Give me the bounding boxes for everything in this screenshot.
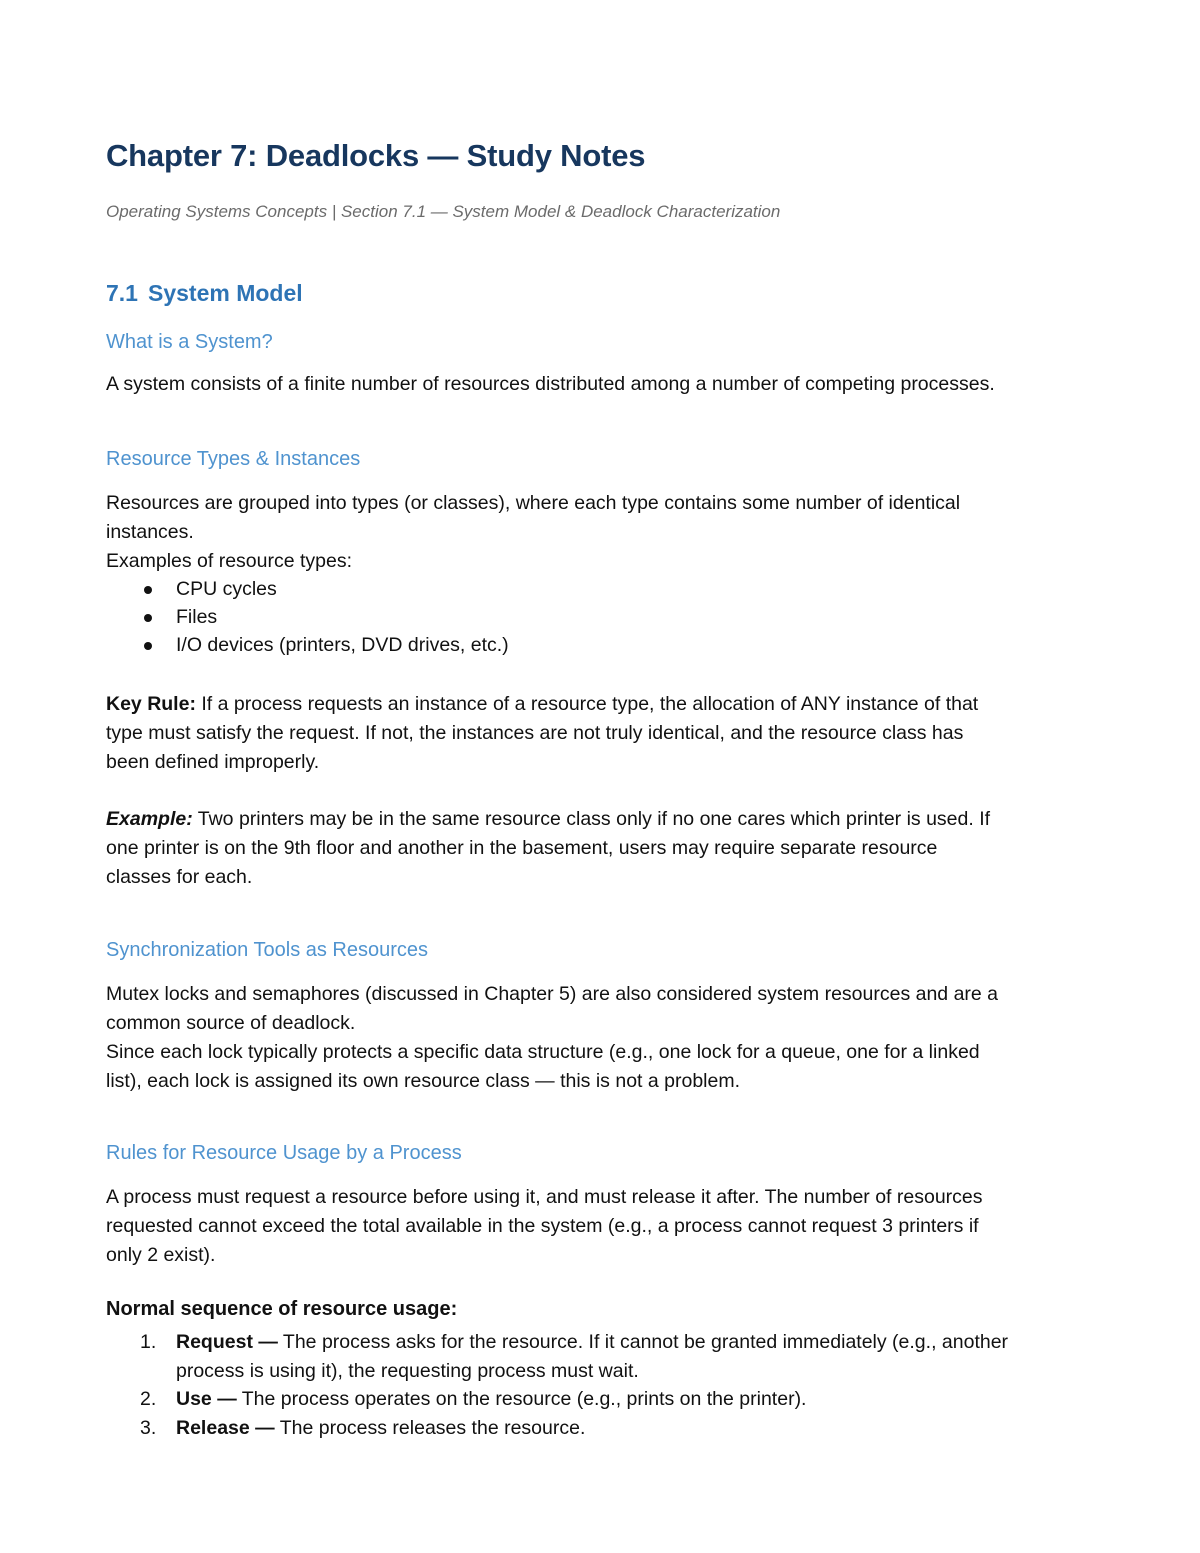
list-item [106, 1414, 1106, 1443]
list-item [106, 1385, 1106, 1414]
resource-types-line: instances. [106, 521, 194, 543]
example-text: Two printers may be in the same resource class only if no one cares which printer is used. If [192, 808, 991, 830]
document-title: Chapter 7: Deadlocks — Study Notes [106, 138, 646, 173]
usage-rules-heading: Rules for Resource Usage by a Process [106, 1142, 462, 1164]
resource-types-line: Resources are grouped into types (or classes), where each type contains some number of identical [106, 492, 961, 514]
usage-rules-line: A process must request a resource before using it, and must release it after. The number of resources [106, 1186, 983, 1208]
sync-tools-body [106, 980, 1096, 1096]
what-is-system-heading: What is a System? [106, 331, 273, 353]
step-label: Release — [176, 1416, 275, 1439]
resource-types-body [106, 489, 1096, 576]
what-is-system-body: A system consists of a finite number of resources distributed among a number of competing processes. [106, 373, 995, 395]
section-number: 7.1 [106, 280, 138, 306]
bullet-icon [144, 614, 152, 622]
document-subtitle: Operating Systems Concepts | Section 7.1 — System Model & Deadlock Characterization [106, 202, 781, 221]
step-number: 2. [140, 1388, 157, 1410]
example-paragraph [106, 805, 1096, 892]
step-text: process is using it), the requesting process must wait. [176, 1359, 639, 1382]
usage-rules-line: only 2 exist). [106, 1244, 216, 1266]
step-number: 3. [140, 1416, 157, 1439]
sequence-heading: Normal sequence of resource usage: [106, 1298, 458, 1320]
step-text: The process operates on the resource (e.g., prints on the printer). [236, 1388, 807, 1410]
list-item-text: Files [176, 606, 218, 628]
resource-examples-list [106, 575, 509, 659]
sync-tools-heading: Synchronization Tools as Resources [106, 939, 429, 961]
step-label: Request — [176, 1331, 278, 1353]
list-item-text: CPU cycles [176, 578, 277, 600]
key-rule-text: type must satisfy the request. If not, the instances are not truly identical, and the resource class has [106, 722, 964, 744]
sync-tools-line: Mutex locks and semaphores (discussed in Chapter 5) are also considered system resources and are a [106, 983, 999, 1005]
sync-tools-line: common source of deadlock. [106, 1012, 356, 1034]
section-heading [106, 280, 303, 307]
step-number: 1. [140, 1331, 157, 1353]
example-text: one printer is on the 9th floor and another in the basement, users may require separate resource [106, 837, 938, 859]
usage-rules-body [106, 1183, 1096, 1270]
key-rule-paragraph [106, 690, 1096, 777]
list-item [106, 575, 509, 603]
resource-types-heading: Resource Types & Instances [106, 448, 361, 470]
sync-tools-line: list), each lock is assigned its own resource class — this is not a problem. [106, 1070, 741, 1092]
section-title: System Model [147, 280, 303, 306]
sync-tools-line: Since each lock typically protects a specific data structure (e.g., one lock for a queue, one for a linked [106, 1041, 980, 1063]
list-item [106, 631, 509, 659]
example-label: Example: [106, 808, 193, 830]
list-item [106, 603, 509, 631]
step-text: The process releases the resource. [274, 1416, 586, 1439]
key-rule-label: Key Rule: [106, 693, 196, 715]
examples-label: Examples of resource types: [106, 550, 353, 572]
step-text: The process asks for the resource. If it cannot be granted immediately (e.g., another [277, 1331, 1009, 1353]
key-rule-text: If a process requests an instance of a resource type, the allocation of ANY instance of that [195, 693, 979, 715]
step-label: Use — [176, 1388, 237, 1410]
usage-rules-line: requested cannot exceed the total available in the system (e.g., a process cannot request 3 printers if [106, 1215, 979, 1237]
usage-steps-list [106, 1328, 1106, 1442]
key-rule-text: been defined improperly. [106, 751, 320, 773]
list-item-text: I/O devices (printers, DVD drives, etc.) [176, 634, 509, 656]
example-text: classes for each. [106, 866, 253, 888]
bullet-icon [144, 586, 152, 594]
list-item [106, 1328, 1106, 1385]
bullet-icon [144, 642, 152, 650]
